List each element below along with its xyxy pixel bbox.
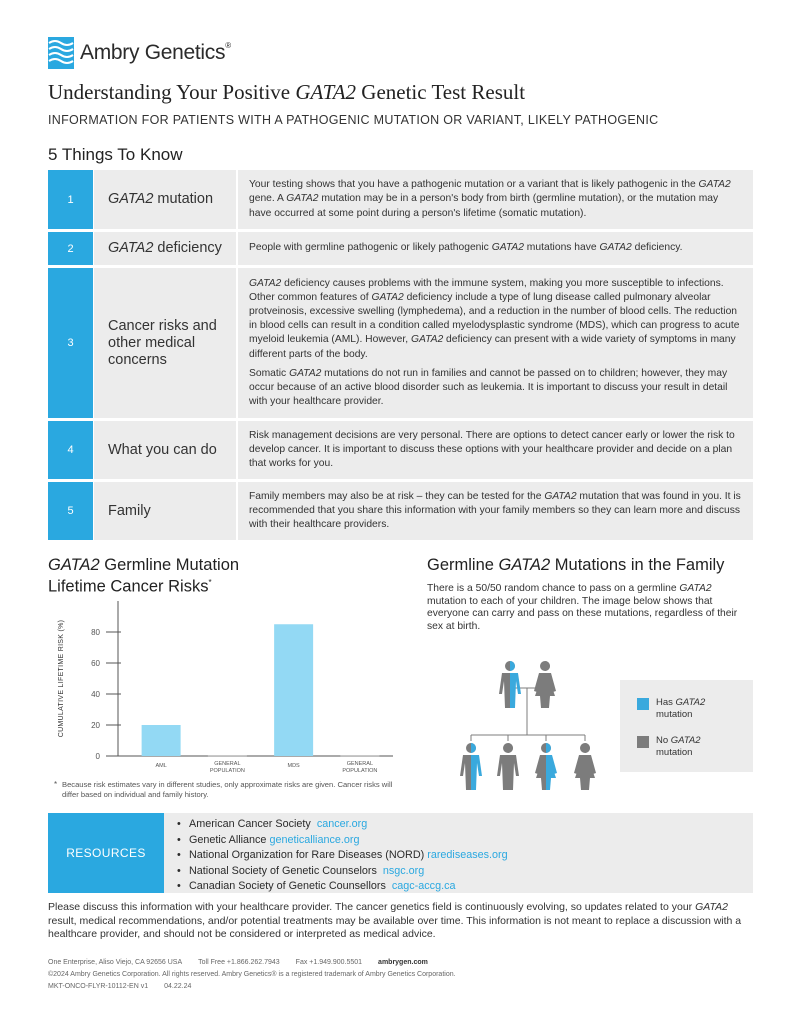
- x-tick-label: MDS: [287, 763, 300, 769]
- page-title: Understanding Your Positive GATA2 Genetic Test Result: [48, 80, 526, 104]
- resources-label: RESOURCES: [48, 813, 164, 893]
- page-subtitle: INFORMATION FOR PATIENTS WITH A PATHOGENIC MUTATION OR VARIANT, LIKELY PATHOGENIC: [48, 113, 659, 127]
- y-tick-label: 20: [91, 721, 100, 730]
- things-row-3: [48, 268, 753, 418]
- legend-swatch-no: [637, 736, 649, 748]
- row-label: Cancer risks and other medical concerns: [94, 268, 236, 418]
- x-tick-label: POPULATION: [342, 768, 378, 774]
- y-tick-label: 0: [95, 752, 100, 761]
- resource-item: • Genetic Alliance geneticalliance.org: [177, 833, 360, 846]
- row-description: People with germline pathogenic or likely pathogenic GATA2 mutations have GATA2 deficiency.: [238, 232, 753, 265]
- chart-footnote: Because risk estimates vary in different studies, only approximate risks are given. Cancer risks will differ based on individual and family history.: [62, 780, 393, 799]
- y-tick-label: 60: [91, 659, 100, 668]
- ambry-wave-icon: [48, 37, 74, 69]
- row-description: Your testing shows that you have a pathogenic mutation or a variant that is likely pathogenic in the GATA2 gene. A GATA2 mutation may be in a person's body from birth (germline mutation), or the mutation may have occurred at some point during a person's lifetime (somatic mutation).: [238, 170, 753, 229]
- footer: [48, 957, 456, 993]
- resources-list: [164, 813, 753, 893]
- child-female-no-mutation: [574, 743, 596, 790]
- things-heading: 5 Things To Know: [48, 145, 183, 164]
- row-label: GATA2 deficiency: [94, 232, 236, 265]
- things-row-4: [48, 421, 753, 479]
- resource-item: • National Organization for Rare Diseases (NORD) rarediseases.org: [177, 849, 508, 862]
- bar: [340, 755, 379, 756]
- risk-bar-chart: [48, 596, 398, 778]
- family-title: Germline GATA2 Mutations in the Family: [427, 556, 725, 574]
- row-label: What you can do: [94, 421, 236, 479]
- chart-title: GATA2 Germline Mutation Lifetime Cancer Risks*: [48, 556, 240, 596]
- x-tick-label: POPULATION: [209, 768, 245, 774]
- row-label: Family: [94, 482, 236, 540]
- legend-no-mutation: [637, 735, 701, 759]
- row-number: 5: [48, 482, 93, 540]
- parent-female-no-mutation: [534, 661, 556, 708]
- parent-male-with-mutation: [499, 661, 521, 708]
- bar: [142, 725, 181, 756]
- x-tick-label: GENERAL: [346, 761, 374, 767]
- footer-code: MKT-ONCO-FLYR-10112-EN v1 04.22.24: [48, 983, 192, 990]
- things-row-1: [48, 170, 753, 229]
- disclaimer: Please discuss this information with your healthcare provider. The cancer genetics field is continuously evolving, so updates related to your GATA2 result, medical recommendations, and/or potential treatments may be available over time. This information is not meant to replace a discussion with a healthcare provider, and should not be considered or interpreted as medical advice.: [48, 901, 742, 940]
- child-male-no-mutation: [497, 743, 519, 790]
- row-description: GATA2 deficiency causes problems with the immune system, making you more susceptible to infections. Other common features of GATA2 deficiency include a type of lung disease called pulmonary alveolar protveinosis, excessive swelling (lymphedema), and a reduction in the number of blood cells. The reduction in blood cells can result in a condition called myelodysplastic syndrome (MDS), which can progress to acute myeloid leukemia (AML). However, GATA2 deficiency can present with a wide variety of symptoms in many different parts of the body. Somatic GATA2 mutations do not run in families and cannot be passed on to children; however, they may occur because of an active blood disorder such as leukemia. It is important to discuss your result in detail with your healthcare provider.: [238, 268, 753, 418]
- logo-text: Ambry Genetics®: [80, 41, 231, 64]
- things-row-5: [48, 482, 753, 540]
- y-tick-label: 40: [91, 690, 100, 699]
- row-number: 3: [48, 268, 93, 418]
- legend-label: Has GATA2 mutation: [656, 697, 706, 720]
- footer-contact: One Enterprise, Aliso Viejo, CA 92656 USA Toll Free +1.866.262.7943 Fax +1.949.900.5501 ambrygen.com: [48, 959, 428, 966]
- row-label: GATA2 mutation: [94, 170, 236, 229]
- y-axis-label: CUMULATIVE LIFETIME RISK (%): [58, 619, 65, 738]
- resource-link[interactable]: rarediseases.org: [427, 849, 508, 862]
- row-number: 4: [48, 421, 93, 479]
- resource-link[interactable]: nsgc.org: [382, 864, 425, 877]
- bar: [208, 755, 247, 756]
- things-row-2: [48, 232, 753, 265]
- legend-swatch-has: [637, 698, 649, 710]
- resource-link[interactable]: geneticalliance.org: [269, 833, 360, 846]
- resource-item: • National Society of Genetic Counselors nsgc.org: [177, 864, 425, 877]
- family-text: There is a 50/50 random chance to pass on a germline GATA2 mutation to each of your children. The image below shows that everyone can carry and pass on these mutations, regardless of their sex at birth.: [427, 583, 738, 632]
- child-male-with-mutation: [460, 743, 482, 790]
- resource-item: • Canadian Society of Genetic Counsellors cagc-accg.ca: [177, 880, 456, 893]
- resource-link[interactable]: cancer.org: [316, 818, 368, 830]
- y-tick-label: 80: [91, 628, 100, 637]
- legend-has-mutation: [637, 697, 705, 721]
- row-description: Risk management decisions are very personal. There are options to detect cancer early or lower the risk to develop cancer. It is important to discuss these options with your healthcare provider and decide on a plan that works for you.: [238, 421, 753, 479]
- family-legend: [620, 680, 753, 772]
- x-tick-label: GENERAL: [214, 761, 241, 767]
- row-number: 1: [48, 170, 93, 229]
- legend-label: No GATA2 mutation: [656, 735, 701, 758]
- footer-site-link[interactable]: ambrygen.com: [378, 959, 428, 966]
- row-number: 2: [48, 232, 93, 265]
- resource-link[interactable]: cagc-accg.ca: [391, 880, 456, 893]
- ambry-logo: [48, 36, 231, 70]
- family-pedigree-diagram: [455, 655, 605, 805]
- child-female-with-mutation: [535, 743, 557, 790]
- pedigree-lines: [471, 688, 585, 741]
- bar: [274, 624, 313, 756]
- x-tick-label: AML: [155, 763, 167, 769]
- footer-copyright: ©2024 Ambry Genetics Corporation. All rights reserved. Ambry Genetics® is a registered trademark of Ambry Genetics Corporation.: [48, 971, 456, 978]
- row-description: Family members may also be at risk – they can be tested for the GATA2 mutation that was found in you. It is recommended that you share this information with your family members so they can learn more and discuss with their healthcare providers.: [238, 482, 753, 540]
- chart-footnote-mark: *: [54, 780, 58, 789]
- resource-item: • American Cancer Society cancer.org: [177, 818, 368, 830]
